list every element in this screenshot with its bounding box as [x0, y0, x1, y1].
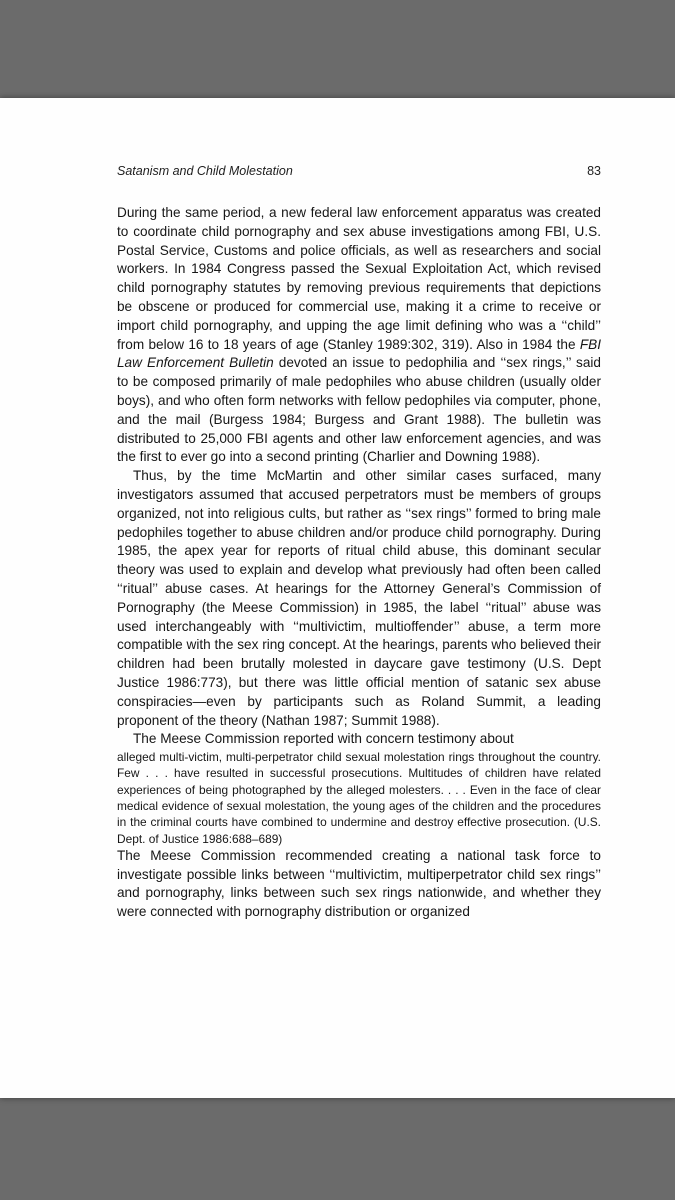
paragraph-3: The Meese Commission reported with concern testimony about [133, 731, 514, 747]
paragraph-4: The Meese Commission recommended creating a national task force to investigate possible links between ‘‘multivictim, multiperpetrator child sex rings’’ and pornography, links between such sex rings nationwide, and whether they were connected with pornography distribution or organized [117, 847, 601, 920]
paragraph-1-part-b: devoted an issue to pedophilia and ‘‘sex rings,’’ said to be composed primarily of male pedophiles who abuse children (usually older boys), and who often form networks with fellow pedophiles via computer, phone, and the mail (Burgess 1984; Burgess and Grant 1988). The bulletin was distributed to 25,000 FBI agents and other law enforcement agencies, and was the first to ever go into a second printing (Charlier and Downing 1988). [117, 355, 601, 465]
paragraph-1-part-a: During the same period, a new federal law enforcement apparatus was created to coordinate child pornography and sex abuse investigations among FBI, U.S. Postal Service, Customs and police officials, as well as researchers and social workers. In 1984 Congress passed the Sexual Exploitation Act, which revised child pornography statutes by removing previous requirements that depictions be obscene or produced for commercial use, making it a crime to receive or import child pornography, and upping the age limit defining who was a ‘‘child’’ from below 16 to 18 years of age (Stanley 1989:302, 319). Also in 1984 the [117, 205, 601, 352]
page-number: 83 [587, 164, 601, 178]
block-quote: alleged multi-victim, multi-perpetrator child sexual molestation rings throughout the country. Few . . . have resulted in successful prosecutions. Multitudes of children have related experiences of being photographed by the alleged molesters. . . . Even in the face of clear medical evidence of sexual molestation, the young ages of the children and the procedures in the criminal courts have combined to undermine and destroy effective prosecution. (U.S. Dept. of Justice 1986:688–689) [117, 750, 601, 846]
paragraph-1 [117, 204, 601, 467]
bulletin-title: FBI Law Enforcement Bulletin [117, 336, 601, 371]
body-text [117, 204, 601, 922]
running-head-title: Satanism and Child Molestation [117, 164, 293, 178]
paragraph-2: Thus, by the time McMartin and other similar cases surfaced, many investigators assumed that accused perpetrators must be members of groups organized, not into religious cults, but rather as ‘‘sex rings’’ formed to bring male pedophiles together to abuse children and/or produce child pornography. During 1985, the apex year for reports of ritual child abuse, this dominant secular theory was used to explain and develop what previously had often been called ‘‘ritual’’ abuse cases. At hearings for the Attorney General’s Commission of Pornography (the Meese Commission) in 1985, the label ‘‘ritual’’ abuse was used interchangeably with ‘‘multivictim, multioffender’’ abuse, a term more compatible with the sex ring concept. At the hearings, parents who believed their children had been brutally molested in daycare gave testimony (U.S. Dept Justice 1986:773), but there was little official mention of satanic sex abuse conspiracies—even by participants such as Roland Summit, a leading proponent of the theory (Nathan 1987; Summit 1988). [117, 468, 601, 728]
document-page [0, 98, 675, 1098]
running-head [117, 164, 601, 178]
